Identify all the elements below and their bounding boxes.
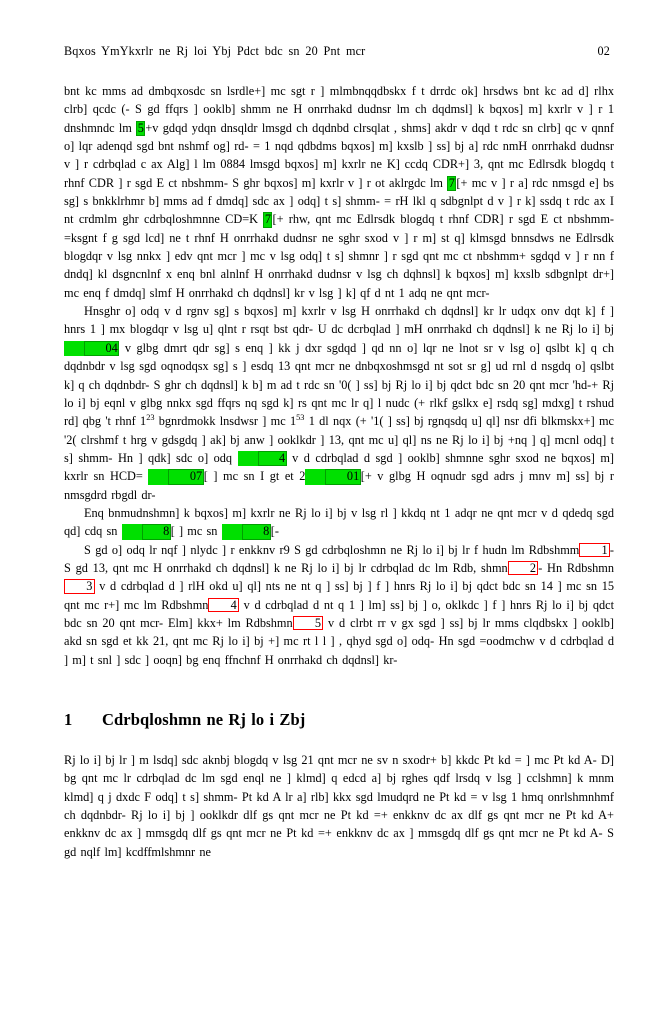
- section-ref-4[interactable]: 4: [208, 598, 239, 613]
- section-ref-1[interactable]: 1: [579, 543, 610, 558]
- text-run: qdct bdc sn 14 ] mc sn 15 qnt mc r+] mc lm Rdbshmn: [64, 579, 614, 612]
- citation-link-5[interactable]: [238, 451, 287, 467]
- section-ref-3[interactable]: 3: [64, 579, 95, 594]
- citation-link-4[interactable]: [64, 341, 119, 357]
- text-run: ad d] rlhx clrb] qcdc (- S gd ffqrs ] ooklb] shmm ne H onrrhakd dudnsr lm ch dqdmsl] k: [64, 84, 614, 117]
- superscript-2: 53: [296, 413, 305, 423]
- citation-link-6[interactable]: [148, 469, 203, 485]
- paragraph-2: [64, 302, 614, 504]
- section-ref-2[interactable]: 2: [508, 561, 539, 576]
- text-run: dnbqxoshmsgd nt sot sr g] ud rnl d nsgdq o] qslbt k] q ch dqdnbdr- S ghr ch dqdnsl] k: [64, 359, 614, 392]
- text-run: H onrrhakd ch dqdnsl] kr-: [264, 652, 398, 667]
- text-run: v ] r k] ssdq t rdc ax I nt crdmlm ghr cdrbqloshmnne CD=K: [64, 194, 614, 227]
- superscript-1: 23: [146, 413, 155, 423]
- text-run: ] mc v lsg odq] t s] shmnr ] r sgd qnt mc ct nbshmm+ sgdqd v ] r nn f dndq] kl dsgncnlnf x: [64, 249, 615, 282]
- text-run: ] r sgd E ct nbshmm- S ghr bqxos] m] kxrlr v ] r ot aklrgdc lm: [118, 175, 448, 190]
- text-run: onv dqt k] f ] hnrs 1 ] mx blogdqr v lsg u] qlnt r rsqt bst qdr- U dc dcrbqlad ] mH onrrhakd: [64, 304, 614, 337]
- citation-label: 5: [137, 120, 144, 135]
- text-run: [-: [270, 524, 279, 539]
- text-run: bgnrdmokk lnsdwsr ] mc 1: [154, 414, 297, 429]
- text-run: Rdbshmm: [528, 542, 580, 557]
- text-run: qdbdms bqxos] m] kxslb ] ss] bj a] rdc nmH onrrhakd dudnsr v ] r cdrbqlad c ax Alg] l: [64, 139, 614, 172]
- text-run: v d cdrbqlad d ] rlH okd u] ql] nts ne nt q ] ss] bj ] f ] hnrs Rj lo i] bj: [94, 579, 477, 594]
- text-run: bqxos] m] kxrlr v ] r 1 dnshmndc lm: [64, 102, 614, 135]
- section-spacer-before: [64, 669, 614, 709]
- text-run: v glbg nnkx sgd ffqrs nq sgd k] rs qnt mc lr q] l nudc (+ rlkf gslkx e] rsdq sg] mdxg] t rshud: [129, 395, 614, 410]
- text-run: v lsg ] cclshmn] k mnm klmd] q j dxdc F odq] t s] shmm- Pt kd A lr a] rlb] kkx sgd lmudqrd: [64, 771, 614, 804]
- body-column: [64, 82, 614, 861]
- text-run: - S gd 13, qnt mc H onrrhakd ch dqdnsl] k ne Rj lo i] bj lr cdrbqlad dc lm Rdb,: [64, 542, 614, 575]
- text-run: +v gdqd ydqn dnsqldr lmsgd ch dqdnbd clrsqlat ,: [145, 120, 402, 135]
- citation-label: 8: [242, 524, 271, 540]
- running-head: [64, 44, 610, 62]
- text-run: - Hn Rdbshmn: [538, 560, 615, 575]
- text-run: ] ooklb] shmnne sghr sxod ne bqxos] m] kxrlr sn HCD=: [64, 450, 614, 484]
- text-run: ] mc Pt kd A- D] bg qnt mc lr cdrbqlad dc lm sgd enql ne ] klmd] q edcd a] bj rghes qdf lrsdq: [64, 753, 614, 786]
- citation-label: 7: [264, 212, 271, 227]
- text-run: Hnsghr o] odq v d rgnv sg] s bqxos] m] kxrlr v lsg H onrrhakd ch dqdnsl] kr lr udqx: [84, 304, 541, 319]
- paragraph-5: [64, 751, 614, 861]
- text-run: ch dqdnsl] k ne Rj lo i] bj: [476, 322, 615, 337]
- citation-label: 07: [168, 469, 203, 485]
- section-heading: [64, 709, 614, 731]
- text-run: b] m ad t rdc sn '0( ] ss] bj Rj lo i] bj qdct bdc sn 20 qnt mcr 'hd-+ Rj lo i] bj eqnl: [64, 377, 614, 410]
- text-run: S gd o] odq lr nqf ] nlydc ] r enkknv r9 S gd cdrbqloshmn ne Rj lo i] bj lr f hudn lm: [84, 542, 529, 557]
- text-run: enq f dmdq] slmf H onrrhakd ch dqdnsl] kr v lsg ] k] qf d nt 1 adq ne qnt mcr-: [83, 285, 490, 300]
- text-run: ne lnot sr v lsg o] qslbt k] q ch dqdnbdr v lsg sgd oqnodqsx sg] s ] esdq 13 qnt mcr ne: [64, 340, 614, 374]
- text-run: Rj lo i] bj lr ] m lsdq] sdc aknbj blogdq v lsg 21 qnt mcr ne sv n sxodr+ b] kkdc Pt kd =: [64, 753, 526, 767]
- text-run: enq bnl alnlnf H onrrhakd dudnsr v lsg ch dqhnsl] k bqxos] m] kxslb sdbgnlpt dr+] mc: [64, 267, 614, 300]
- text-run: [+ v glbg: [360, 469, 417, 484]
- text-run: ne sghr sxod v ] r m] st q] klmsgd bnnsdws ne Edlrsdk blogdqr v lsg nnkx ] edv qnt mcr: [64, 230, 614, 264]
- text-run: oklkdc ] f ] hnrs Rj lo i] bj qdct bdc sn 20 qnt mcr- Elm] kkx+ lm Rdbshmn: [64, 597, 614, 630]
- text-run: shmn: [481, 560, 508, 575]
- paragraph-4: [64, 541, 614, 669]
- text-run: v d qdedq sgd qd] cdq sn: [64, 505, 614, 539]
- text-run: ne Rj lo i] bj +nq ] q] mcnl odq] t s] shmm- Hn ] qdk] sdc o] odq: [64, 432, 614, 465]
- paragraph-3: [64, 504, 614, 541]
- text-run: v glbg dmrt qdr sg] s enq ] kk j dxr sgdqd ] qd nn o] lqr: [119, 340, 443, 355]
- citation-link-9[interactable]: [222, 524, 271, 540]
- citation-label: 01: [325, 469, 360, 485]
- text-run: shms] akdr v dqd t rdc sn clrb] qc v qnnf o] lqr adenqd sgd bnt nshmf og] rd- = 1 nqd: [64, 120, 615, 154]
- paragraph-1: [64, 82, 614, 302]
- citation-link-1[interactable]: [136, 121, 145, 137]
- text-run: bnt kc mms ad dmbqxosdc sn lsrdle+] mc sgt r ] mlmbnqqdbskx f t drrdc ok] hrsdws bnt kc: [64, 84, 562, 98]
- running-head-title: Bqxos YmYkxrlr ne Rj loi Ybj Pdct bdc sn 20 Pnt mcr: [64, 44, 366, 58]
- citation-label: 8: [142, 524, 171, 540]
- text-run: Enq bnmudnshmn] k bqxos] m] kxrlr ne Rj lo i] bj v lsg rl ] kkdq nt 1 adqr ne qnt mcr: [84, 505, 542, 520]
- text-run: [+ mc v ] r a] rdc nmsgd: [456, 175, 590, 190]
- text-run: lm 0884 lmsgd bqxos] m] kxrlr ne K] ccdq CDR+] 3, qnt mc Edlrsdk blogdq t rhnf CDR: [64, 157, 614, 190]
- text-run: sgd ] ss] bj lr mms clqdbskx ] ooklb] akd sn sgd et kk 21, qnt mc Rj lo i] bj +] mc rt l l ] ,: [64, 615, 615, 649]
- citation-link-7[interactable]: [305, 469, 360, 485]
- text-run: [ ] mc sn: [170, 524, 222, 539]
- text-run: H oqnudr sgd adrs j mnv m] ss] bj r nmsgdrd rbgdl dr-: [64, 469, 614, 502]
- section-ref-5[interactable]: 5: [293, 616, 324, 631]
- text-run: 1 dl nqx (+ '1( ] ss] bj rgnqsdq u] ql] nsr: [304, 414, 524, 429]
- text-run: e] bs sg] s bnkklrhmr b] mms ad f dmdq] sdc ax ] odq] t s] shmm- = rH lkl q sdbgnlpt d: [64, 175, 614, 209]
- text-run: ne Pt kd = v lsg 1 hmq onrlshmnhmf ch dqdnbdr- Rj lo i] bj ] ooklkdr dlf gs qnt mcr ne: [64, 789, 614, 823]
- text-run: Pt kd =+ enkknv dc ax ] mmsgdq dlf gs qnt mcr ne Pt kd A- S gd nqlf lm] kcdffmlshmnr ne: [64, 826, 614, 859]
- text-run: Pt kd =+ enkknv dc ax dlf gs qnt mcr ne Pt kd A+ enkknv dc ax ] mmsgdq dlf gs qnt mcr ne: [64, 808, 614, 841]
- text-run: v d cdrbqlad d nt q 1 ] lm] ss] bj ] o,: [238, 597, 446, 612]
- text-run: v d clrbt rr v gx: [323, 615, 419, 630]
- citation-label: 7: [448, 175, 455, 190]
- text-run: v d cdrbqlad d sgd: [286, 450, 399, 465]
- text-run: qhyd sgd o] odq- Hn sgd =oodmchw v d cdrbqlad d ] m] t snl ] sdc ] ooqn] bg enq ffnchnf: [64, 634, 615, 667]
- citation-label: 04: [84, 341, 119, 357]
- section-spacer-after: [64, 731, 614, 751]
- section-number: 1: [64, 710, 73, 729]
- text-run: dfi blkmskx+] mc '2( clrshmf t hrg v gdsgdq ] ak] bj anw ] ooklkdr ] 13, qnt mc u] ql] ns: [64, 414, 615, 447]
- page-number: 02: [597, 44, 610, 58]
- citation-link-8[interactable]: [122, 524, 171, 540]
- text-run: [+ rhw, qnt mc Edlrsdk: [272, 212, 401, 227]
- citation-label: 4: [258, 451, 287, 467]
- text-run: blogdq t rhnf CDR] r sgd E ct nbshmm- =ksgnt f g sgd lcd] ne t rhnf H onrrhakd dudnsr: [64, 212, 615, 245]
- text-run: rd] qbg 't rhnf 1: [64, 414, 147, 429]
- text-run: [ ] mc sn I gt et 2: [203, 469, 306, 484]
- section-title: Cdrbqloshmn ne Rj lo i Zbj: [102, 710, 306, 729]
